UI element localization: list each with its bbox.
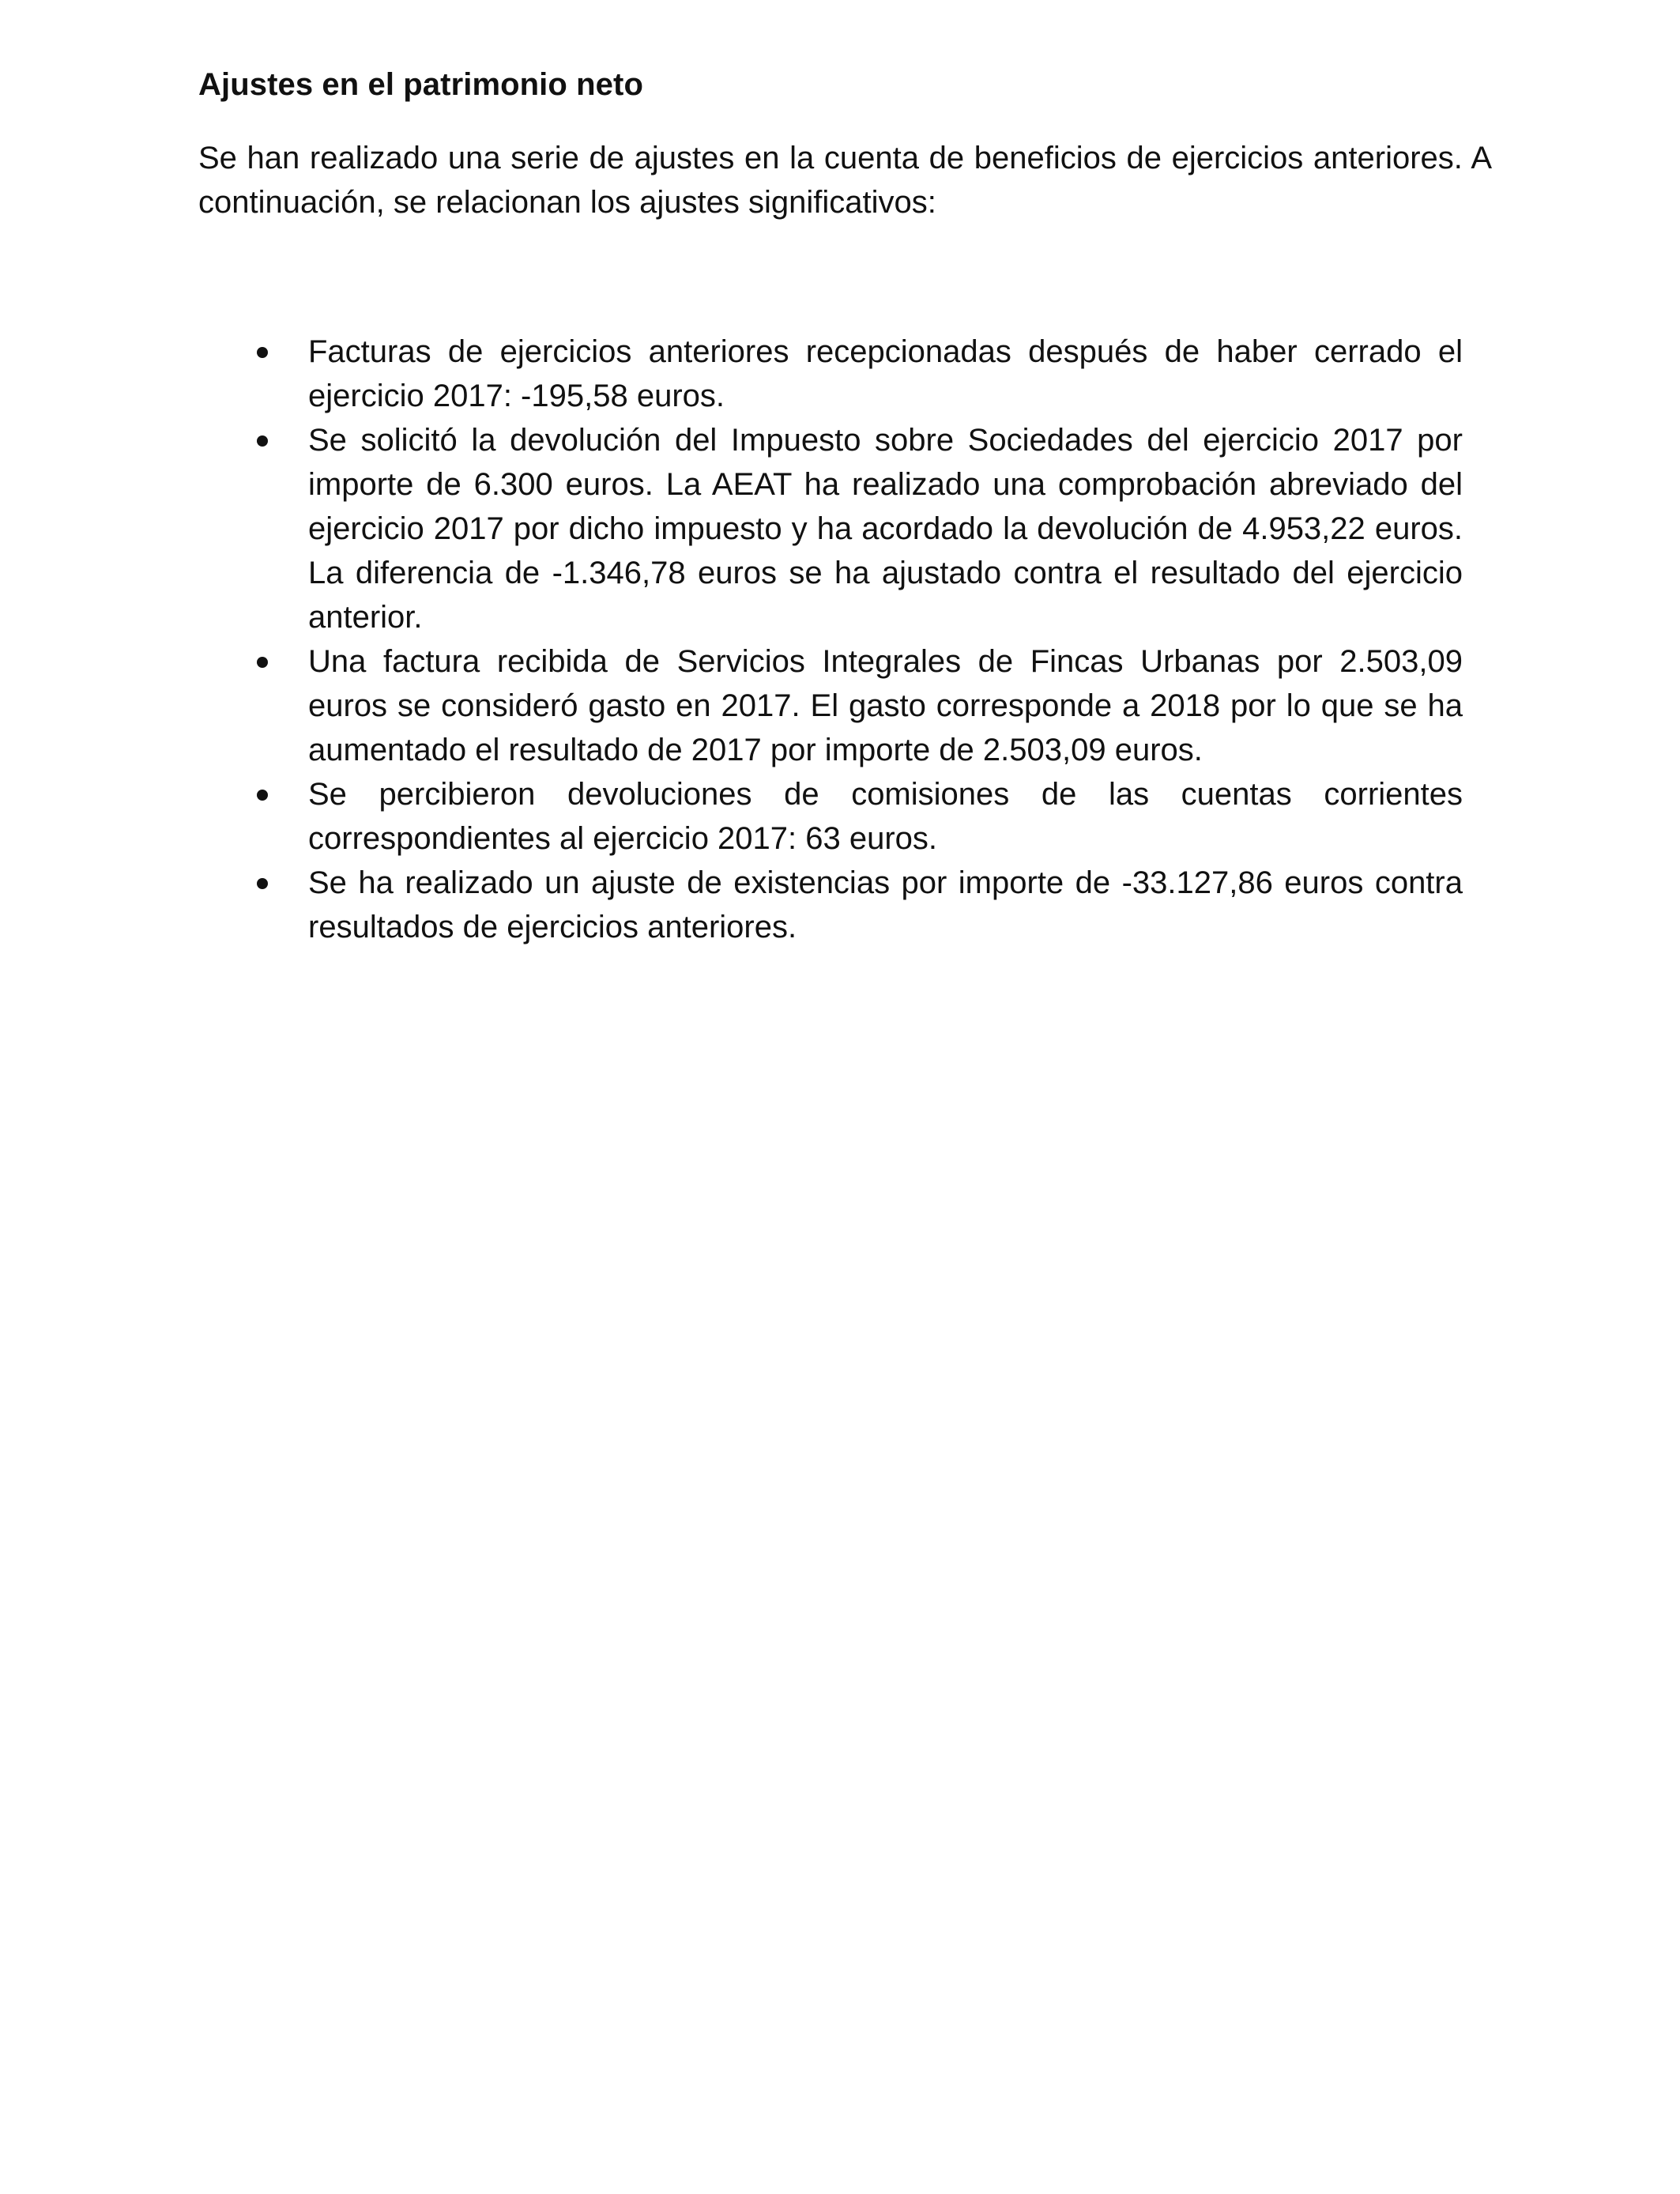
adjustment-item (198, 639, 1463, 772)
intro-paragraph: Se han realizado una serie de ajustes en la cuenta de beneficios de ejercicios anteriores. A continuación, se relacionan los ajustes significativos: (198, 141, 1492, 220)
adjustment-text: Se percibieron devoluciones de comisiones de las cuentas corrientes correspondientes al ejercicio 2017: 63 euros. (308, 777, 1463, 856)
section-heading: Ajustes en el patrimonio neto (198, 67, 643, 102)
adjustment-item (198, 861, 1463, 949)
adjustments-list (198, 330, 1463, 949)
bullet-icon (257, 790, 268, 801)
adjustment-text: Se ha realizado un ajuste de existencias por importe de -33.127,86 euros contra resultados de ejercicios anteriores. (308, 865, 1463, 944)
bullet-icon (257, 878, 268, 889)
adjustment-text: Facturas de ejercicios anteriores recepcionadas después de haber cerrado el ejercicio 2017: -195,58 euros. (308, 334, 1463, 413)
adjustment-text: Una factura recibida de Servicios Integrales de Fincas Urbanas por 2.503,09 euros se consideró gasto en 2017. El gasto corresponde a 2018 por lo que se ha aumentado el resultado de 2017 por importe de 2.503,09 euros. (308, 644, 1463, 767)
adjustment-item (198, 330, 1463, 418)
bullet-icon (257, 657, 268, 668)
adjustment-item (198, 772, 1463, 861)
bullet-icon (257, 435, 268, 447)
bullet-icon (257, 347, 268, 358)
adjustment-text: Se solicitó la devolución del Impuesto sobre Sociedades del ejercicio 2017 por importe de 6.300 euros. La AEAT ha realizado una comprobación abreviado del ejercicio 2017 por dicho impuesto y ha acordado la devolución de 4.953,22 euros. La diferencia de -1.346,78 euros se ha ajustado contra el resultado del ejercicio anterior. (308, 423, 1463, 635)
adjustment-item (198, 418, 1463, 639)
